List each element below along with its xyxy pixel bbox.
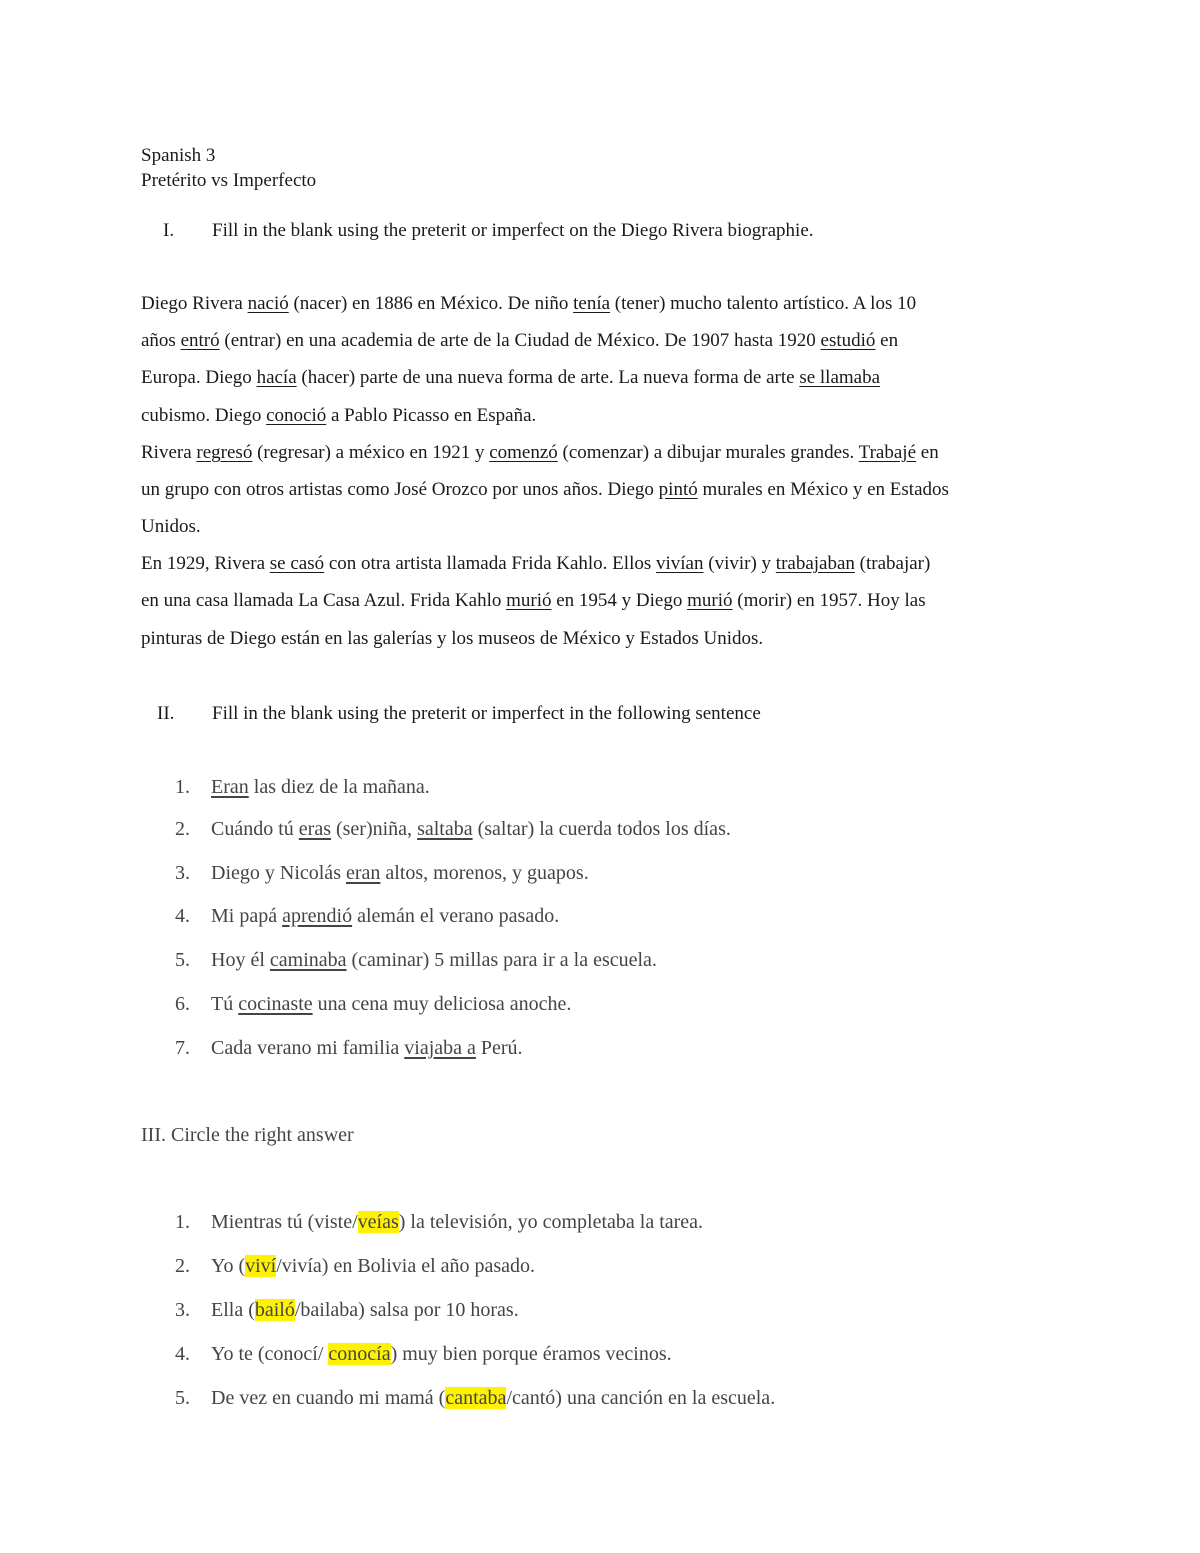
paragraph-line — [141, 629, 763, 648]
underlined-answer: Trabajé — [858, 442, 917, 463]
text-segment: murales en México y en Estados — [697, 479, 949, 500]
underlined-answer: se casó — [269, 553, 325, 574]
underlined-answer: Eran — [211, 776, 249, 798]
text-segment: (regresar) a méxico en 1921 y — [252, 442, 490, 463]
text-segment: Diego y Nicolás — [211, 862, 346, 884]
text-segment: Perú. — [475, 1037, 523, 1059]
paragraph-line — [141, 294, 916, 313]
list-number: 5. — [175, 949, 190, 971]
list-number: 3. — [175, 862, 190, 884]
text-segment: con otra artista llamada Frida Kahlo. Ellos — [324, 553, 656, 574]
text-segment: Mi papá — [211, 905, 283, 927]
underlined-answer: hacía — [256, 367, 297, 388]
text-segment: en — [875, 330, 899, 351]
list-number: 6. — [175, 993, 190, 1015]
text-segment: (entrar) en una academia de arte de la Ciudad de México. De 1907 hasta 1920 — [219, 330, 821, 351]
text-segment: En 1929, Rivera — [141, 553, 270, 574]
list-item — [211, 863, 589, 883]
paragraph-line — [141, 517, 201, 536]
text-segment: pinturas de Diego están en las galerías y los museos de México y Estados Unidos. — [141, 628, 764, 649]
underlined-answer: entró — [180, 330, 220, 351]
section2-instruction: Fill in the blank using the preterit or imperfect in the following sentence — [212, 703, 761, 724]
highlighted-answer: bailó — [254, 1299, 295, 1321]
text-segment: (tener) mucho talento artístico. A los 10 — [610, 293, 917, 314]
underlined-answer: vivían — [656, 553, 704, 574]
paragraph-line — [141, 406, 536, 425]
text-segment: ) la televisión, yo completaba la tarea. — [398, 1211, 704, 1233]
underlined-answer: comenzó — [489, 442, 558, 463]
underlined-answer: murió — [687, 590, 733, 611]
text-segment: Hoy él — [211, 949, 270, 971]
underlined-answer: conoció — [266, 405, 327, 426]
list-number: 2. — [175, 1255, 190, 1277]
paragraph-line — [141, 591, 926, 610]
list-item — [211, 1256, 535, 1276]
list-number: 1. — [175, 1211, 190, 1233]
list-item — [211, 1344, 672, 1364]
text-segment: (ser)niña, — [330, 818, 418, 840]
underlined-answer: caminaba — [269, 949, 347, 971]
text-segment: (caminar) 5 millas para ir a la escuela. — [346, 949, 657, 971]
underlined-answer: estudió — [820, 330, 876, 351]
list-number: 4. — [175, 905, 190, 927]
text-segment: (trabajar) — [854, 553, 931, 574]
text-segment: una cena muy deliciosa anoche. — [312, 993, 572, 1015]
text-segment: /bailaba) salsa por 10 horas. — [294, 1299, 519, 1321]
highlighted-answer: viví — [245, 1255, 277, 1277]
text-segment: en 1954 y Diego — [551, 590, 688, 611]
underlined-answer: trabajaban — [775, 553, 855, 574]
text-segment: Cada verano mi familia — [211, 1037, 405, 1059]
course-title: Spanish 3 — [141, 145, 216, 166]
text-segment: (morir) en 1957. Hoy las — [732, 590, 926, 611]
list-item — [211, 1388, 775, 1408]
paragraph-line — [141, 331, 898, 350]
list-number: 1. — [175, 776, 190, 798]
list-number: 4. — [175, 1343, 190, 1365]
underlined-answer: viajaba a — [404, 1037, 476, 1059]
text-segment: en una casa llamada La Casa Azul. Frida Kahlo — [141, 590, 507, 611]
list-item — [211, 1038, 523, 1058]
text-segment: un grupo con otros artistas como José Orozco por unos años. Diego — [141, 479, 659, 500]
paragraph-line — [141, 554, 930, 573]
text-segment: (vivir) y — [703, 553, 776, 574]
text-segment: Rivera — [141, 442, 197, 463]
list-item — [211, 994, 571, 1014]
underlined-answer: se llamaba — [799, 367, 881, 388]
paragraph-line — [141, 443, 939, 462]
underlined-answer: eras — [298, 818, 331, 840]
underlined-answer: nació — [247, 293, 289, 314]
underlined-answer: cocinaste — [238, 993, 313, 1015]
list-item — [211, 1212, 703, 1232]
paragraph-line — [141, 480, 949, 499]
text-segment: /vivía) en Bolivia el año pasado. — [276, 1255, 536, 1277]
text-segment: De vez en cuando mi mamá ( — [211, 1387, 446, 1409]
section2-numeral: II. — [157, 703, 175, 724]
text-segment: (hacer) parte de una nueva forma de arte. La nueva forma de arte — [296, 367, 800, 388]
list-item — [211, 950, 657, 970]
text-segment: Unidos. — [141, 516, 201, 537]
list-number: 3. — [175, 1299, 190, 1321]
list-item — [211, 906, 559, 926]
highlighted-answer: conocía — [328, 1343, 391, 1365]
text-segment: (saltar) la cuerda todos los días. — [472, 818, 731, 840]
text-segment: ) muy bien porque éramos vecinos. — [390, 1343, 672, 1365]
text-segment: /cantó) una canción en la escuela. — [506, 1387, 776, 1409]
text-segment: años — [141, 330, 181, 351]
section1-instruction: Fill in the blank using the preterit or imperfect on the Diego Rivera biographie. — [212, 220, 814, 241]
text-segment: Tú — [211, 993, 239, 1015]
list-number: 2. — [175, 818, 190, 840]
text-segment: las diez de la mañana. — [248, 776, 430, 798]
text-segment: Europa. Diego — [141, 367, 257, 388]
highlighted-answer: cantaba — [445, 1387, 507, 1409]
section1-numeral: I. — [163, 220, 175, 241]
underlined-answer: aprendió — [282, 905, 353, 927]
list-item — [211, 1300, 519, 1320]
underlined-answer: saltaba — [417, 818, 473, 840]
list-item — [211, 819, 731, 839]
underlined-answer: regresó — [196, 442, 253, 463]
text-segment: Diego Rivera — [141, 293, 248, 314]
highlighted-answer: veías — [357, 1211, 399, 1233]
text-segment: (nacer) en 1886 en México. De niño — [288, 293, 574, 314]
text-segment: Yo te (conocí/ — [211, 1343, 329, 1365]
text-segment: altos, morenos, y guapos. — [380, 862, 589, 884]
text-segment: Mientras tú (viste/ — [211, 1211, 358, 1233]
list-item — [211, 777, 430, 797]
list-number: 5. — [175, 1387, 190, 1409]
text-segment: Ella ( — [211, 1299, 255, 1321]
text-segment: alemán el verano pasado. — [352, 905, 560, 927]
underlined-answer: eran — [345, 862, 381, 884]
topic-title: Pretérito vs Imperfecto — [141, 170, 317, 191]
text-segment: (comenzar) a dibujar murales grandes. — [557, 442, 859, 463]
paragraph-line — [141, 368, 880, 387]
underlined-answer: pintó — [658, 479, 698, 500]
text-segment: Cuándo tú — [211, 818, 299, 840]
section3-title: III. Circle the right answer — [141, 1124, 354, 1146]
text-segment: a Pablo Picasso en España. — [326, 405, 537, 426]
text-segment: cubismo. Diego — [141, 405, 267, 426]
underlined-answer: murió — [506, 590, 552, 611]
text-segment: en — [916, 442, 939, 463]
text-segment: Yo ( — [211, 1255, 246, 1277]
underlined-answer: tenía — [573, 293, 611, 314]
list-number: 7. — [175, 1037, 190, 1059]
